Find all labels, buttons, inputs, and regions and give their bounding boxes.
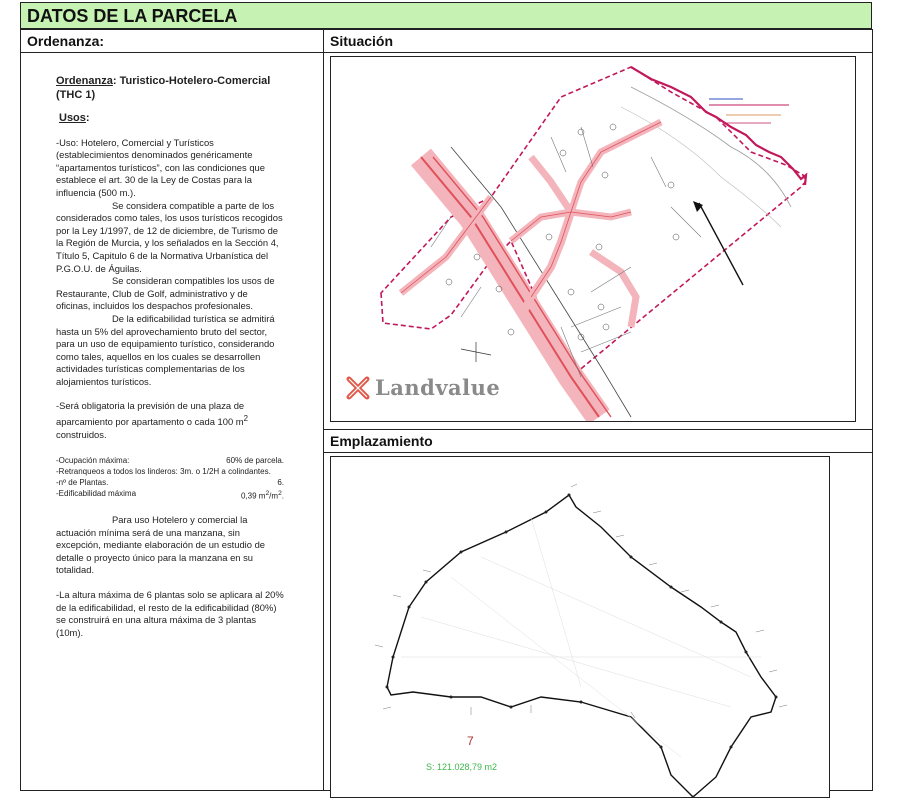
uso-paragraph-2: Se considera compatible a parte de los considerados como tales, los usos turísticos recogidos por la Ley 1/1997, de 12 de diciembre, de Turismo de la Región de Murcia, y los señalados en la Sección 4, Título 5, Capitulo 6 de la Normativa Urbanística del P.G.O.U. de Águilas. xyxy=(56,199,283,274)
parameters-block xyxy=(56,455,284,502)
parking-paragraph xyxy=(56,400,284,441)
uso-paragraph-1: -Uso: Hotelero, Comercial y Turísticos (establecimientos denominados genéricamente “apartamentos turísticos”, con las condiciones que establece el art. 30 de la Ley de Costas para la influencia (500 m.). xyxy=(56,136,265,198)
scale-symbol xyxy=(461,342,491,362)
param-value xyxy=(241,488,284,502)
edif-sup: 2 xyxy=(265,490,270,498)
edif-sup: 2 xyxy=(278,490,282,498)
ordenanza-label: Ordenanza xyxy=(56,75,113,87)
param-retranqueos: -Retranqueos a todos los linderos: 3m. o 1/2H a colindantes. xyxy=(56,467,271,477)
edif-end: . xyxy=(281,492,284,502)
ordenanza-heading: Ordenanza: xyxy=(21,30,323,53)
height-paragraph: -La altura máxima de 6 plantas solo se aplicara al 20% de la edificabilidad, el resto de la edificabilidad (80%) se construirá en una altura máxima de 3 plantas (10m). xyxy=(56,589,284,638)
parking-text: -Será obligatoria la previsión de una plaza de aparcamiento por apartamento o cada 100 m xyxy=(56,400,245,428)
dashed-boundary xyxy=(381,67,806,377)
page-title: DATOS DE LA PARCELA xyxy=(27,6,238,26)
edif-mid: /m xyxy=(269,492,279,502)
param-ocupacion xyxy=(56,455,284,466)
plot-line xyxy=(431,127,701,377)
situacion-heading: Situación xyxy=(324,30,872,53)
situacion-map xyxy=(330,56,856,422)
title-bar xyxy=(20,2,872,29)
internal-road xyxy=(571,122,661,212)
uso-paragraph-4: De la edificabilidad turística se admitirá hasta un 5% del aprovechamiento bruto del sector, para un uso de equipamiento turístico, considerando como tales, aquellos en los cuales se desarrollen actividades turísticas complementarias de los alojamientos turísticos. xyxy=(56,312,275,387)
param-value: 60% de parcela. xyxy=(226,456,284,466)
usos-colon: : xyxy=(85,112,90,124)
param-label: -Edificabilidad máxima xyxy=(56,489,137,499)
ordenanza-text xyxy=(56,74,284,639)
map-panel xyxy=(323,29,873,791)
usos-label: Usos xyxy=(59,112,86,124)
param-label: -nº de Plantas. xyxy=(56,478,109,488)
emplazamiento-heading: Emplazamiento xyxy=(330,433,433,449)
parking-text-end: construidos. xyxy=(56,428,107,440)
north-arrow-line xyxy=(699,203,743,285)
ordenanza-title xyxy=(56,74,284,102)
emplazamiento-map xyxy=(330,456,830,798)
param-label: -Ocupación máxima: xyxy=(56,456,130,466)
landvalue-watermark: Landvalue xyxy=(375,375,501,400)
emplazamiento-plan-drawing xyxy=(331,457,829,797)
internal-road xyxy=(591,252,636,327)
parcel-sheet xyxy=(20,0,872,787)
param-value: 6. xyxy=(277,478,284,488)
uso-paragraph-5: Para uso Hotelero y comercial la actuación mínima será de una manzana, sin excepción, mediante elaboración de un estudio de detalle o proyecto único para la manzana en su totalidad. xyxy=(56,514,266,576)
internal-road xyxy=(531,157,571,212)
situacion-plan-drawing xyxy=(331,57,855,421)
parcel-area: S: 121.028,79 m2 xyxy=(426,762,498,772)
parcel-outline xyxy=(387,495,776,797)
landvalue-x-icon xyxy=(349,379,367,397)
ordenanza-panel xyxy=(20,29,323,791)
param-plantas xyxy=(56,477,284,488)
edif-value: 0,39 m xyxy=(241,492,266,502)
north-arrow-head xyxy=(693,201,703,212)
param-edificabilidad xyxy=(56,488,284,502)
parking-sup: 2 xyxy=(243,414,248,424)
uso-paragraph-3: Se consideran compatibles los usos de Restaurante, Club de Golf, administrativo y de oficinas, incluidos los despachos profesionales. xyxy=(56,275,275,312)
contour-line xyxy=(621,107,781,227)
usos-heading xyxy=(59,112,284,125)
ordenanza-value: : Turistico-Hotelero-Comercial (THC 1) xyxy=(56,75,271,101)
emplazamiento-heading-bar xyxy=(324,429,872,453)
parcel-number: 7 xyxy=(467,734,474,748)
